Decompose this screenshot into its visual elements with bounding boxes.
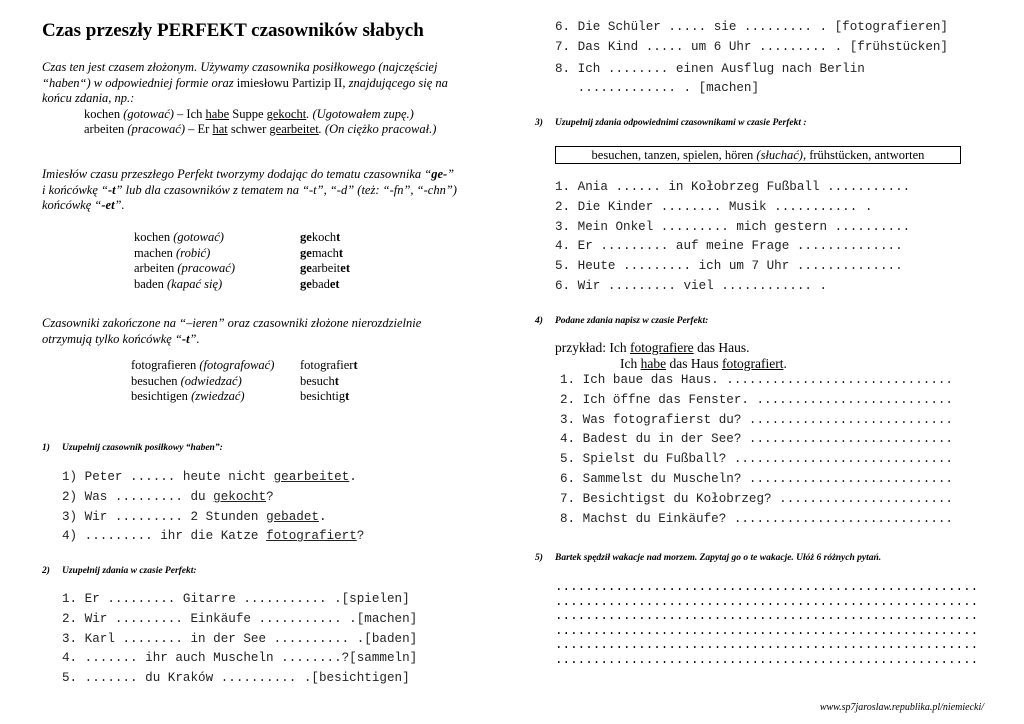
list-item: 8. Ich ........ einen Ausflug nach Berlin	[555, 61, 865, 76]
exercise-1-list	[62, 468, 364, 547]
ieren-emph: -t	[181, 331, 190, 346]
table-translation: (zwiedzać)	[191, 389, 245, 404]
exercise-3-heading	[535, 118, 807, 128]
table-verb: arbeiten	[134, 261, 175, 276]
table-verb: besichtigen	[131, 389, 188, 404]
table-row	[134, 277, 350, 293]
answer-lines	[555, 580, 978, 668]
rule-line: końcówkę “	[42, 198, 102, 212]
rule-emph: -t	[107, 182, 116, 197]
ex-text: – Er	[185, 122, 213, 136]
exercise-number: 4)	[535, 316, 543, 326]
list-item: 3. Karl ........ in der See .......... .[baden]	[62, 631, 418, 646]
list-item: 6. Die Schüler ..... sie ......... . [fotografieren]	[555, 20, 948, 34]
table-prefix: ge	[300, 230, 312, 244]
table-translation: (odwiedzać)	[180, 373, 242, 388]
example-text: das Haus	[666, 356, 722, 371]
table-verb: kochen	[134, 230, 171, 244]
table-translation: (kapać się)	[166, 276, 223, 291]
list-item: 4. ....... ihr auch Muscheln ........?[sammeln]	[62, 651, 418, 666]
table-ending: t	[334, 373, 339, 388]
rule-line: Imiesłów czasu przeszłego Perfekt tworzymy dodając do tematu czasownika “	[42, 167, 432, 181]
ex-participle: gekocht	[266, 107, 307, 121]
exercise-instruction: Uzupełnij czasownik posiłkowy “haben”:	[62, 443, 223, 453]
page-title: Czas przeszły PERFEKT czasowników słabych	[42, 20, 424, 41]
exercise-number: 1)	[42, 443, 50, 453]
example-underlined: fotografiert	[721, 356, 784, 371]
ex-verb: kochen	[84, 107, 121, 121]
table-translation: (pracować)	[177, 261, 236, 276]
list-item: 1. Er ......... Gitarre ........... .[spielen]	[62, 592, 410, 606]
ex-text: Suppe	[229, 107, 267, 121]
list-item: 7. Besichtigst du Kołobrzeg? .......................	[560, 491, 953, 506]
table-stem: mach	[311, 245, 339, 260]
exercise-1-heading	[42, 443, 223, 453]
table-ending: t	[353, 358, 358, 372]
table-verb: besuchen	[131, 373, 178, 388]
exercise-4-heading	[535, 316, 708, 326]
exercise-number: 5)	[535, 553, 543, 563]
table-row	[134, 230, 350, 246]
example-text: Ich	[620, 356, 641, 371]
table-stem: besichtig	[300, 389, 346, 404]
rule-line: i końcówkę “	[42, 182, 108, 197]
list-item: 8. Machst du Einkäufe? .............................	[560, 511, 953, 526]
answer-line: ........................................................	[555, 623, 979, 638]
list-item: 5. Spielst du Fußball? .............................	[560, 452, 953, 467]
table-stem: besuch	[300, 373, 335, 388]
list-item: 2. Wir ......... Einkäufe ........... .[machen]	[62, 611, 418, 626]
example-sentence-1	[84, 107, 414, 123]
ex-translation: . (Ugotowałem zupę.)	[306, 107, 414, 121]
table-prefix: ge	[300, 261, 312, 276]
table-stem: fotografier	[300, 358, 354, 372]
ex-translation: . (On ciężko pracował.)	[318, 122, 437, 136]
example-underlined: habe	[640, 356, 667, 371]
exercise-instruction: Uzupełnij zdania odpowiednimi czasownikami w czasie Perfekt :	[555, 118, 807, 128]
footer-url: www.sp7jaroslaw.republika.pl/niemiecki/	[819, 702, 984, 713]
example-underlined: fotografiere	[629, 340, 694, 355]
answer-line: ........................................................	[555, 652, 979, 667]
table-row	[134, 246, 350, 262]
answer-line: ........................................................	[555, 594, 979, 609]
list-item: 7. Das Kind ..... um 6 Uhr ......... . [frühstücken]	[555, 39, 948, 54]
table-ending: et	[340, 261, 350, 276]
table-ending: t	[345, 389, 350, 404]
list-item: 4. Badest du in der See? ...........................	[560, 432, 953, 447]
table-translation: (fotografować)	[199, 358, 275, 372]
table-row	[131, 374, 358, 390]
rule-line: ” lub dla czasowników z tematem na “-t”, “-d” (też: “-fn”, “-chn”)	[115, 182, 457, 197]
rule-emph: ge-	[431, 167, 448, 181]
table-ending: t	[338, 245, 344, 260]
table-prefix: ge	[300, 276, 312, 291]
table-verb: baden	[134, 276, 164, 291]
table-verb: fotografieren	[131, 358, 197, 372]
table-translation: (gotować)	[173, 230, 224, 244]
exercise-2-list-part2	[555, 18, 948, 99]
intro-line: Czas ten jest czasem złożonym. Używamy czasownika posiłkowego (najczęściej	[42, 60, 438, 74]
ieren-line: ”.	[189, 331, 200, 346]
answer-line: ........................................................	[555, 609, 979, 624]
table-stem: bad	[311, 276, 330, 291]
table-stem: arbeit	[311, 261, 341, 276]
table-ending: t	[336, 230, 341, 244]
exercise-3-list	[555, 178, 910, 297]
list-item: 4. Er ......... auf meine Frage ..............	[555, 239, 903, 254]
list-item: 2) Was ......... du gekocht?	[62, 489, 274, 504]
list-item: 2. Ich öffne das Fenster. ..........................	[560, 392, 953, 407]
table-verb: machen	[134, 245, 173, 260]
list-item: 3) Wir ......... 2 Stunden gebadet.	[62, 509, 327, 524]
exercise-number: 2)	[42, 566, 50, 576]
ieren-paragraph	[42, 316, 492, 347]
list-item: 5. ....... du Kraków .......... .[besichtigen]	[62, 671, 410, 686]
table-row	[131, 389, 358, 405]
verb-table-1	[134, 230, 350, 292]
intro-term: imiesłowu Partizip II	[236, 75, 343, 90]
list-item: 1. Ich baue das Haus. ..............................	[560, 373, 953, 387]
table-translation: (robić)	[176, 245, 211, 260]
list-item: 3. Was fotografierst du? ...........................	[560, 412, 953, 427]
ex-translation: (gotować)	[123, 107, 174, 121]
answer-line: ........................................................	[555, 638, 979, 653]
table-ending: et	[329, 276, 340, 291]
list-item: 2. Die Kinder ........ Musik ........... .	[555, 199, 873, 214]
exercise-instruction: Uzupełnij zdania w czasie Perfekt:	[62, 566, 197, 576]
word-bank-translation: (słuchać)	[756, 148, 803, 162]
example-text: .	[783, 356, 787, 371]
rule-paragraph	[42, 167, 492, 214]
ex-aux: habe	[205, 107, 230, 121]
exercise-2-list-part1	[62, 590, 417, 689]
list-item: 1) Peter ...... heute nicht gearbeitet.	[62, 470, 357, 484]
verb-table-2	[131, 358, 358, 405]
example-text: przykład: Ich	[555, 340, 630, 355]
ex-translation: (pracować)	[127, 122, 186, 136]
table-prefix: ge	[300, 245, 312, 260]
table-stem: koch	[311, 230, 337, 244]
rule-line: ”.	[114, 198, 125, 212]
exercise-instruction: Bartek spędził wakacje nad morzem. Zapytaj go o te wakacje. Ułóż 6 różnych pytań.	[555, 553, 882, 563]
exercise-number: 3)	[535, 118, 543, 128]
ex-text: – Ich	[173, 107, 206, 121]
list-item: 3. Mein Onkel ......... mich gestern ..........	[555, 219, 911, 234]
list-item: 1. Ania ...... in Kołobrzeg Fußball ...........	[555, 180, 911, 194]
rule-line: ”	[447, 167, 455, 181]
exercise-5-heading	[535, 553, 881, 563]
ieren-line: Czasowniki zakończone na “–ieren” oraz czasowniki złożone nierozdzielnie	[42, 316, 422, 330]
word-bank-text: , frühstücken, antworten	[802, 148, 925, 162]
ex-verb: arbeiten	[84, 122, 125, 136]
intro-line: końcu zdania, np.:	[42, 91, 135, 105]
list-item: 6. Sammelst du Muscheln? ...........................	[560, 471, 953, 486]
exercise-4-list	[560, 371, 953, 529]
table-row	[131, 358, 358, 374]
answer-line: ........................................................	[555, 580, 979, 594]
intro-line: “haben“) w odpowiedniej formie oraz	[42, 75, 237, 90]
word-bank-text: besuchen, tanzen, spielen, hören	[591, 148, 757, 162]
example-sentence-2	[84, 122, 436, 138]
example-line-1	[555, 340, 750, 356]
ex-participle: gearbeitet	[269, 122, 319, 136]
example-line-2	[620, 356, 787, 372]
exercise-2-heading	[42, 566, 197, 576]
example-text: das Haus.	[693, 340, 750, 355]
list-item: 4) ......... ihr die Katze fotografiert?	[62, 529, 365, 544]
list-item: 5. Heute ......... ich um 7 Uhr ..............	[555, 259, 903, 274]
exercise-instruction: Podane zdania napisz w czasie Perfekt:	[555, 316, 709, 326]
rule-emph: -et	[101, 198, 115, 212]
ex-aux: hat	[212, 122, 228, 136]
ex-text: schwer	[227, 122, 270, 136]
table-row	[134, 261, 350, 277]
word-bank-box	[555, 146, 961, 164]
list-item: ............. . [machen]	[555, 81, 760, 96]
ieren-line: otrzymują tylko końcówkę “	[42, 331, 182, 346]
intro-paragraph	[42, 60, 492, 107]
list-item: 6. Wir ......... viel ............ .	[555, 278, 828, 293]
intro-line: , znajdującego się na	[342, 75, 448, 90]
